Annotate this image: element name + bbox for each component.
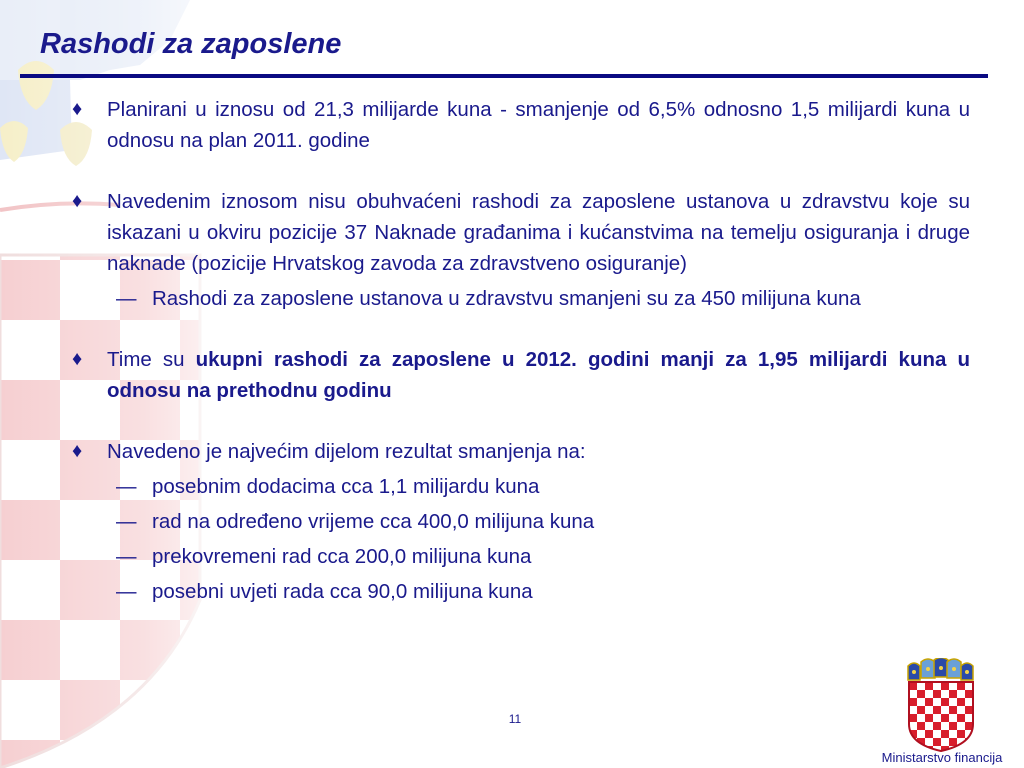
bullet-text-bold: ukupni rashodi za zaposlene u 2012. godini manji za 1,95 milijardi kuna u odnosu na prethodnu godinu [107,348,970,402]
sub-bullet-item [72,576,970,607]
diamond-bullet-icon: ♦ [72,98,83,120]
dash-bullet-icon: ― [116,475,137,498]
bullet-item [72,436,970,467]
bullet-text-normal: Time su [107,348,196,371]
sub-bullet-text: prekovremeni rad cca 200,0 milijuna kuna [152,545,532,568]
title-underline [20,74,988,78]
dash-bullet-icon: ― [116,545,137,568]
sub-bullet-text: Rashodi za zaposlene ustanova u zdravstvu smanjeni su za 450 milijuna kuna [152,287,861,310]
sub-bullet-text: rad na određeno vrijeme cca 400,0 milijuna kuna [152,510,595,533]
bullet-text: Planirani u iznosu od 21,3 milijarde kuna - smanjenje od 6,5% odnosno 1,5 milijardi kuna u odnosu na plan 2011. godine [107,98,970,152]
bullet-item [72,186,970,279]
slide-title: Rashodi za zaposlene [40,28,342,60]
bullet-item [72,344,970,406]
bullet-item [72,94,970,156]
sub-bullet-item [72,506,970,537]
sub-bullet-item [72,541,970,572]
coat-of-arms-logo [904,658,978,752]
dash-bullet-icon: ― [116,510,137,533]
diamond-bullet-icon: ♦ [72,190,83,212]
dash-bullet-icon: ― [116,287,137,310]
slide-content [72,94,970,607]
diamond-bullet-icon: ♦ [72,348,83,370]
sub-bullet-text: posebni uvjeti rada cca 90,0 milijuna kuna [152,580,533,603]
sub-bullet-text: posebnim dodacima cca 1,1 milijardu kuna [152,475,540,498]
sub-bullet-item [72,283,970,314]
bullet-text: Navedenim iznosom nisu obuhvaćeni rashodi za zaposlene ustanova u zdravstvu koje su iskazani u okviru pozicije 37 Naknade građanima i kućanstvima na temelju osiguranja i druge naknade (pozicije Hrvatskog zavoda za zdravstveno osiguranje) [107,190,970,275]
organization-name: Ministarstvo financija [881,750,1003,765]
diamond-bullet-icon: ♦ [72,440,83,462]
bullet-text: Navedeno je najvećim dijelom rezultat smanjenja na: [107,440,586,463]
sub-bullet-item [72,471,970,502]
page-number: 11 [508,712,522,726]
dash-bullet-icon: ― [116,580,137,603]
